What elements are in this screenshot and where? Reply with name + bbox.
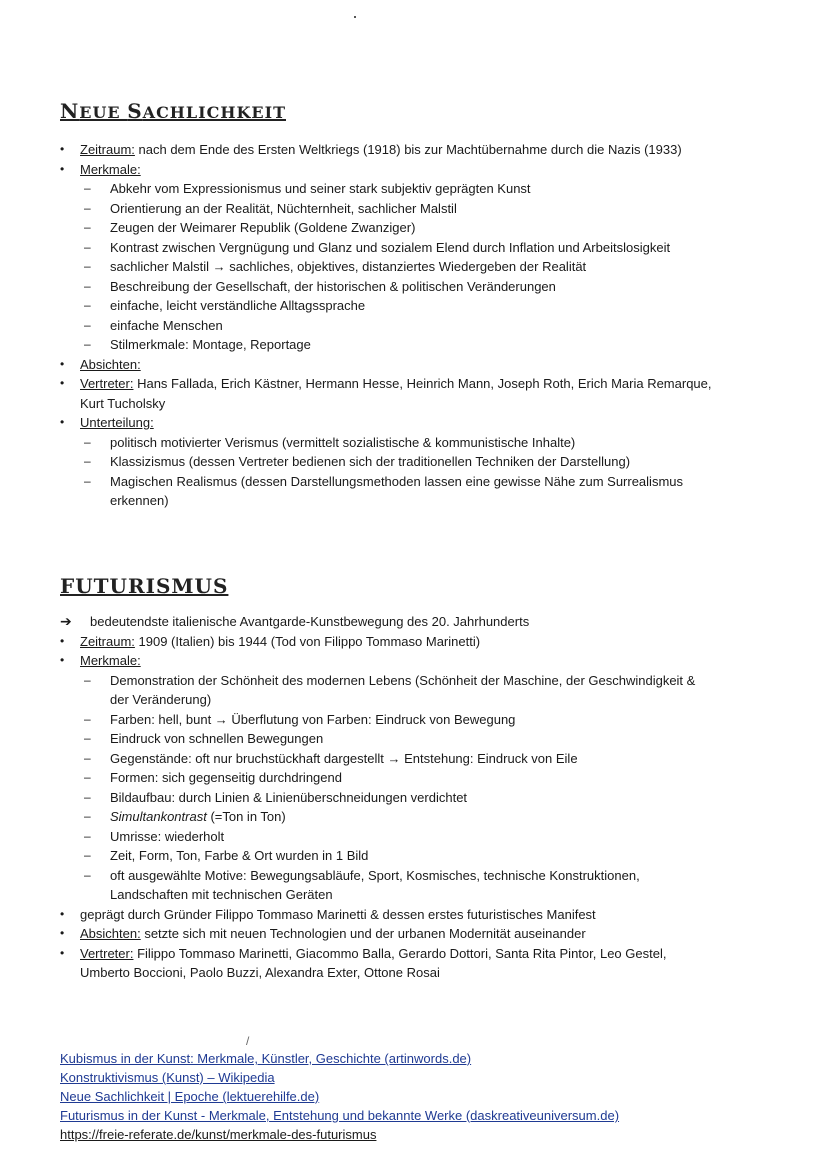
dash-icon: – xyxy=(84,731,91,745)
vertreter-item: • Vertreter: Filippo Tommaso Marinetti, Giacommo Balla, Gerardo Dottori, Santa Rita Pintor, Leo Gestel, xyxy=(60,944,768,964)
list-item: – Simultankontrast (=Ton in Ton) xyxy=(60,807,768,827)
dash-icon: – xyxy=(84,337,91,351)
arrow-icon: ➔ xyxy=(60,613,72,629)
vertreter-continuation: Kurt Tucholsky xyxy=(80,395,166,411)
absichten-item: • Absichten: xyxy=(60,355,768,375)
dash-icon: – xyxy=(84,711,91,726)
list-item: – Zeit, Form, Ton, Farbe & Ort wurden in 1 Bild xyxy=(60,846,768,866)
list-item: – einfache Menschen xyxy=(60,316,768,336)
heading-futurismus: FUTURISMUS xyxy=(60,574,229,598)
list-item: – Kontrast zwischen Vergnügung und Glanz und sozialem Elend durch Inflation und Arbeitslosigkeit xyxy=(60,238,768,258)
dash-icon: – xyxy=(84,828,91,843)
dash-icon: – xyxy=(84,473,91,488)
dash-icon: – xyxy=(84,259,91,273)
list-item: – Farben: hell, bunt → Überflutung von Farben: Eindruck von Bewegung xyxy=(60,710,768,730)
list-item: – Eindruck von schnellen Bewegungen xyxy=(60,729,768,749)
list-item: – Abkehr vom Expressionismus und seiner stark subjektiv geprägten Kunst xyxy=(60,179,768,199)
bullet-icon: • xyxy=(60,926,65,940)
unterteilung-item: • Unterteilung: xyxy=(60,413,768,433)
bullet-icon: • xyxy=(60,376,65,390)
list-item: – Klassizismus (dessen Vertreter bedienen sich der traditionellen Techniken der Darstellung) xyxy=(60,452,768,472)
section-futurismus xyxy=(60,612,768,983)
dash-icon: – xyxy=(84,867,91,882)
link-neue-sachlichkeit[interactable]: Neue Sachlichkeit | Epoche (lektuerehilfe.de) xyxy=(60,1089,320,1104)
bullet-icon: • xyxy=(60,653,65,667)
dash-icon: – xyxy=(84,434,91,449)
list-item: – Demonstration der Schönheit des modernen Lebens (Schönheit der Maschine, der Geschwindigkeit & xyxy=(60,671,768,691)
list-item: – Gegenstände: oft nur bruchstückhaft dargestellt → Entstehung: Eindruck von Eile xyxy=(60,749,768,769)
dash-icon: – xyxy=(84,454,91,468)
zeitraum-item: • Zeitraum: nach dem Ende des Ersten Weltkriegs (1918) bis zur Machtübernahme durch die Nazis (1933) xyxy=(60,140,768,160)
bullet-icon: • xyxy=(60,356,65,371)
dash-icon: – xyxy=(84,239,91,254)
dash-icon: – xyxy=(84,750,91,765)
bullet-icon: • xyxy=(60,415,65,429)
dash-icon: – xyxy=(84,317,91,332)
list-item-continuation: Landschaften mit technischen Geräten xyxy=(110,887,333,902)
bullet-icon: • xyxy=(60,945,65,960)
list-item: – Formen: sich gegenseitig durchdringend xyxy=(60,768,768,788)
zeitraum-item: • Zeitraum: 1909 (Italien) bis 1944 (Tod von Filippo Tommaso Marinetti) xyxy=(60,632,768,652)
dash-icon: – xyxy=(84,181,91,195)
bullet-icon: • xyxy=(60,906,65,921)
link-futurismus[interactable]: Futurismus in der Kunst - Merkmale, Entstehung und bekannte Werke (daskreativeuniversum.de) xyxy=(60,1108,620,1123)
list-item: – oft ausgewählte Motive: Bewegungsabläufe, Sport, Kosmisches, technische Konstruktionen, xyxy=(60,866,768,886)
list-item: – Umrisse: wiederholt xyxy=(60,827,768,847)
list-item: – Bildaufbau: durch Linien & Linienüberschneidungen verdichtet xyxy=(60,788,768,808)
heading-neue-sachlichkeit: NEUE SACHLICHKEIT xyxy=(60,99,286,123)
list-item: – sachlicher Malstil → sachliches, objektives, distanziertes Wiedergeben der Realität xyxy=(60,257,768,277)
dash-icon: – xyxy=(84,220,91,234)
dash-icon: – xyxy=(84,848,91,862)
list-item: – Magischen Realismus (dessen Darstellungsmethoden lassen eine gewisse Nähe zum Surrealismus xyxy=(60,472,768,492)
list-item: – Stilmerkmale: Montage, Reportage xyxy=(60,335,768,355)
merkmale-item: • Merkmale: xyxy=(60,160,768,180)
list-item: – einfache, leicht verständliche Alltagssprache xyxy=(60,296,768,316)
link-kubismus[interactable]: Kubismus in der Kunst: Merkmale, Künstler, Geschichte (artinwords.de) xyxy=(60,1051,472,1066)
bullet-icon: • xyxy=(60,161,65,176)
bullet-icon: • xyxy=(60,633,65,648)
vertreter-continuation: Umberto Boccioni, Paolo Buzzi, Alexandra Exter, Ottone Rosai xyxy=(80,965,440,980)
list-item: – Orientierung an der Realität, Nüchternheit, sachlicher Malstil xyxy=(60,199,768,219)
merkmale-item: • Merkmale: xyxy=(60,651,768,671)
link-konstruktivismus[interactable]: Konstruktivismus (Kunst) – Wikipedia xyxy=(60,1070,275,1085)
vertreter-item: • Vertreter: Hans Fallada, Erich Kästner, Hermann Hesse, Heinrich Mann, Joseph Roth, Erich Maria Remarque, xyxy=(60,374,768,394)
absichten-item: • Absichten: setzte sich mit neuen Technologien und der urbanen Modernität auseinander xyxy=(60,924,768,944)
list-item: – politisch motivierter Verismus (vermittelt sozialistische & kommunistische Inhalte) xyxy=(60,433,768,453)
section-neue-sachlichkeit xyxy=(60,140,768,511)
source-links xyxy=(60,1049,619,1144)
list-item-continuation: der Veränderung) xyxy=(110,692,212,707)
dash-icon: – xyxy=(84,770,91,784)
link-freie-referate[interactable]: https://freie-referate.de/kunst/merkmale-des-futurismus xyxy=(60,1127,377,1142)
list-item: – Beschreibung der Gesellschaft, der historischen & politischen Veränderungen xyxy=(60,277,768,297)
dash-icon: – xyxy=(84,809,91,823)
dash-icon: – xyxy=(84,672,91,687)
dash-icon: – xyxy=(84,298,91,312)
list-item: – Zeugen der Weimarer Republik (Goldene Zwanziger) xyxy=(60,218,768,238)
dash-icon: – xyxy=(84,278,91,293)
gepraegt-item: • geprägt durch Gründer Filippo Tommaso Marinetti & dessen erstes futuristisches Manifest xyxy=(60,905,768,925)
pen-mark: / xyxy=(246,1034,250,1048)
list-item-continuation: erkennen) xyxy=(110,493,169,508)
dash-icon: – xyxy=(84,789,91,804)
scan-dot xyxy=(354,16,356,18)
dash-icon: – xyxy=(84,200,91,215)
bullet-icon: • xyxy=(60,142,65,156)
intro-item: ➔ bedeutendste italienische Avantgarde-Kunstbewegung des 20. Jahrhunderts xyxy=(60,612,768,632)
